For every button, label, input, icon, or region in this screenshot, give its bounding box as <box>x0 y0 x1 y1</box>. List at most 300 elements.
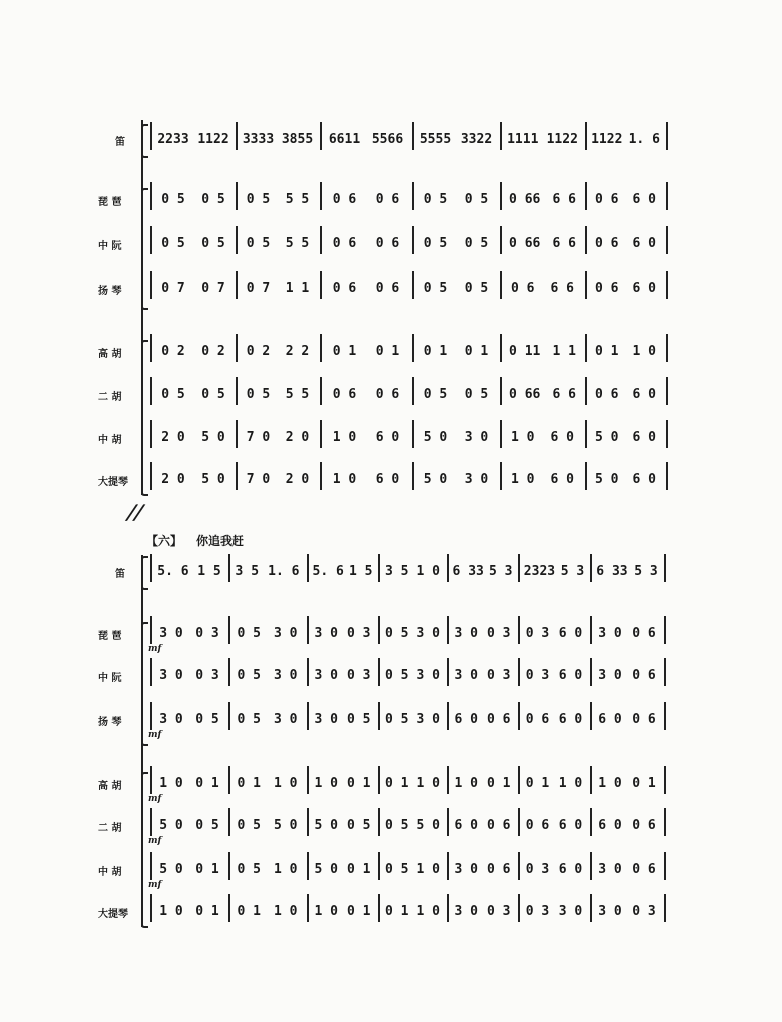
note-group: 0 3 <box>525 667 550 683</box>
staff-row <box>0 381 782 407</box>
bar-line <box>307 808 309 836</box>
bar-line <box>447 808 449 836</box>
measure <box>588 466 663 492</box>
measure <box>381 706 444 732</box>
tempo-marking: 你追我赶 <box>196 534 245 548</box>
note-group: 0 1 <box>195 775 219 791</box>
bar-line <box>150 554 152 582</box>
note-group: 0 5 <box>161 386 185 402</box>
bar-line <box>378 766 380 794</box>
bar-line <box>228 702 230 730</box>
instrument-label: 中 胡 <box>98 867 122 878</box>
measure <box>415 381 497 407</box>
instrument-label: 琵 琶 <box>98 197 122 208</box>
note-group: 5 0 <box>416 817 440 833</box>
measure <box>231 558 304 584</box>
note-group: 0 6 <box>525 711 550 727</box>
measure <box>239 230 317 256</box>
note-group: 0 6 <box>332 280 357 296</box>
measure <box>521 662 587 688</box>
note-group: 0 5 <box>423 280 448 296</box>
note-group: 1 0 <box>416 563 440 579</box>
measure <box>153 812 225 838</box>
note-group: 0 5 <box>347 711 371 727</box>
note-group: 0 66 <box>509 191 541 207</box>
measure <box>593 856 661 882</box>
note-group: 2 0 <box>285 429 310 445</box>
note-group: 6 0 <box>632 191 656 207</box>
note-group: 0 5 <box>385 711 409 727</box>
bar-line <box>590 808 592 836</box>
note-group: 0 11 <box>509 343 541 359</box>
measure <box>381 558 444 584</box>
bar-line <box>664 702 666 730</box>
bar-line <box>236 182 238 210</box>
note-group: 0 6 <box>375 386 400 402</box>
rehearsal-mark: 【六】 <box>146 534 183 548</box>
measure <box>153 466 233 492</box>
note-group: 0 2 <box>161 343 185 359</box>
bar-line <box>518 766 520 794</box>
note-group: 0 5 <box>161 191 185 207</box>
bar-line <box>320 334 322 362</box>
note-group: 0 5 <box>464 191 489 207</box>
staff-row <box>0 424 782 450</box>
measure <box>231 856 304 882</box>
note-group: 0 6 <box>487 861 511 877</box>
bar-line <box>664 852 666 880</box>
note-group: 0 5 <box>246 235 271 251</box>
bar-line <box>518 808 520 836</box>
measure <box>503 275 582 301</box>
bar-line <box>500 122 502 150</box>
note-group: 3 0 <box>464 471 489 487</box>
bar-line <box>666 462 668 490</box>
bar-line <box>500 334 502 362</box>
note-group: 6 33 <box>452 563 484 579</box>
staff-row <box>0 856 782 882</box>
measure <box>450 558 515 584</box>
note-group: 0 5 <box>347 817 371 833</box>
measure <box>153 706 225 732</box>
bar-line <box>307 616 309 644</box>
dynamic-marking: mf <box>148 644 162 654</box>
note-group: 2 0 <box>161 429 185 445</box>
bracket-plucked <box>141 622 148 746</box>
measure <box>153 856 225 882</box>
note-group: 1. 6 <box>628 131 660 147</box>
note-group: 0 5 <box>201 235 225 251</box>
note-group: 0 1 <box>525 775 550 791</box>
measure <box>521 706 587 732</box>
bar-line <box>378 658 380 686</box>
bar-line <box>447 554 449 582</box>
note-group: 5 0 <box>314 861 338 877</box>
bar-line <box>664 616 666 644</box>
note-group: 1 0 <box>598 775 622 791</box>
bar-line <box>228 554 230 582</box>
note-group: 3322 <box>460 131 493 147</box>
bar-line <box>228 616 230 644</box>
measure <box>153 620 225 646</box>
note-group: 3 0 <box>598 903 622 919</box>
note-group: 6 0 <box>375 429 400 445</box>
bar-line <box>666 334 668 362</box>
note-group: 6 0 <box>550 429 574 445</box>
bracket-plucked <box>141 188 148 310</box>
note-group: 0 1 <box>332 343 357 359</box>
note-group: 6 0 <box>598 817 622 833</box>
note-group: 0 1 <box>632 775 656 791</box>
measure <box>381 620 444 646</box>
note-group: 3 0 <box>598 625 622 641</box>
note-group: 0 1 <box>487 775 511 791</box>
note-group: 0 3 <box>347 625 371 641</box>
note-group: 5 0 <box>423 471 448 487</box>
note-group: 0 6 <box>632 711 656 727</box>
system-break-mark: // <box>123 500 147 524</box>
note-group: 0 3 <box>525 903 550 919</box>
bar-line <box>666 226 668 254</box>
note-group: 6 0 <box>632 235 656 251</box>
bar-line <box>236 377 238 405</box>
note-group: 5. 6 <box>157 563 189 579</box>
bar-line <box>236 334 238 362</box>
measure <box>153 338 233 364</box>
note-group: 0 3 <box>487 903 511 919</box>
note-group: 5 0 <box>595 429 619 445</box>
staff-row <box>0 275 782 301</box>
note-group: 0 6 <box>525 817 550 833</box>
note-group: 5 5 <box>285 191 310 207</box>
note-group: 0 6 <box>595 191 619 207</box>
measure <box>593 812 661 838</box>
note-group: 3 0 <box>159 625 183 641</box>
note-group: 3 0 <box>314 667 338 683</box>
note-group: 0 5 <box>246 386 271 402</box>
note-group: 6 0 <box>454 711 478 727</box>
note-group: 0 1 <box>195 861 219 877</box>
note-group: 6 33 <box>596 563 628 579</box>
bracket-flute <box>141 124 148 158</box>
note-group: 6 0 <box>632 386 656 402</box>
note-group: 6 0 <box>632 280 656 296</box>
bar-line <box>378 808 380 836</box>
bar-line <box>236 226 238 254</box>
measure <box>153 770 225 796</box>
note-group: 5 5 <box>285 235 310 251</box>
measure <box>381 662 444 688</box>
instrument-label: 高 胡 <box>98 781 122 792</box>
note-group: 6611 <box>328 131 361 147</box>
note-group: 6 0 <box>632 471 656 487</box>
note-group: 3 0 <box>598 861 622 877</box>
bar-line <box>666 271 668 299</box>
note-group: 5. 6 <box>312 563 344 579</box>
note-group: 0 5 <box>237 861 261 877</box>
measure <box>153 558 225 584</box>
bar-line <box>500 420 502 448</box>
instrument-label: 中 胡 <box>98 435 122 446</box>
measure <box>450 898 515 924</box>
bar-line <box>412 377 414 405</box>
note-group: 1 0 <box>159 903 183 919</box>
note-group: 5 3 <box>488 563 513 579</box>
measure <box>415 424 497 450</box>
measure <box>239 126 317 152</box>
measure <box>239 275 317 301</box>
note-group: 1 5 <box>197 563 221 579</box>
note-group: 1 1 <box>285 280 310 296</box>
note-group: 3 0 <box>314 625 338 641</box>
bar-line <box>150 702 152 730</box>
bar-line <box>307 658 309 686</box>
note-group: 5 0 <box>423 429 448 445</box>
note-group: 0 5 <box>195 711 219 727</box>
bar-line <box>447 658 449 686</box>
note-group: 0 5 <box>385 625 409 641</box>
bar-line <box>500 271 502 299</box>
note-group: 0 6 <box>375 191 400 207</box>
note-group: 6 6 <box>552 235 576 251</box>
bar-line <box>412 122 414 150</box>
note-group: 0 6 <box>595 235 619 251</box>
measure <box>381 812 444 838</box>
bar-line <box>320 226 322 254</box>
note-group: 6 0 <box>454 817 478 833</box>
bar-line <box>664 766 666 794</box>
measure <box>153 230 233 256</box>
note-group: 0 1 <box>595 343 619 359</box>
bar-line <box>378 894 380 922</box>
note-group: 0 5 <box>464 280 489 296</box>
measure <box>310 812 375 838</box>
measure <box>415 126 497 152</box>
bar-line <box>150 122 152 150</box>
note-group: 1 0 <box>314 903 338 919</box>
bar-line <box>236 462 238 490</box>
bar-line <box>590 554 592 582</box>
bar-line <box>666 122 668 150</box>
note-group: 5 3 <box>560 563 585 579</box>
measure <box>593 898 661 924</box>
bar-line <box>150 271 152 299</box>
bar-line <box>664 554 666 582</box>
bar-line <box>236 122 238 150</box>
bar-line <box>150 226 152 254</box>
measure <box>239 186 317 212</box>
note-group: 0 66 <box>509 235 541 251</box>
note-group: 0 1 <box>423 343 448 359</box>
bar-line <box>412 271 414 299</box>
note-group: 0 6 <box>332 386 357 402</box>
bar-line <box>590 852 592 880</box>
note-group: 0 1 <box>195 903 219 919</box>
measure <box>450 662 515 688</box>
bar-line <box>585 271 587 299</box>
note-group: 0 7 <box>246 280 271 296</box>
bar-line <box>307 852 309 880</box>
note-group: 7 0 <box>246 471 271 487</box>
measure <box>323 381 409 407</box>
bar-line <box>518 852 520 880</box>
dynamic-marking: mf <box>148 880 162 890</box>
note-group: 1 0 <box>332 429 357 445</box>
note-group: 3 0 <box>159 667 183 683</box>
note-group: 5 3 <box>634 563 658 579</box>
instrument-label: 琵 琶 <box>98 631 122 642</box>
measure <box>450 620 515 646</box>
measure <box>521 856 587 882</box>
note-group: 0 5 <box>237 817 261 833</box>
note-group: 5 0 <box>201 429 225 445</box>
measure <box>588 275 663 301</box>
note-group: 5555 <box>419 131 452 147</box>
bar-line <box>447 852 449 880</box>
instrument-label: 高 胡 <box>98 349 122 360</box>
bar-line <box>590 702 592 730</box>
note-group: 2323 <box>523 563 556 579</box>
note-group: 1 1 <box>552 343 576 359</box>
bar-line <box>150 894 152 922</box>
staff-row <box>0 466 782 492</box>
note-group: 0 1 <box>237 903 261 919</box>
note-group: 6 0 <box>558 667 583 683</box>
note-group: 0 1 <box>375 343 400 359</box>
bar-line <box>666 182 668 210</box>
note-group: 1. 6 <box>268 563 300 579</box>
bar-line <box>585 226 587 254</box>
bar-line <box>585 182 587 210</box>
measure <box>415 186 497 212</box>
measure <box>415 338 497 364</box>
bracket-flute <box>141 556 148 590</box>
note-group: 3 0 <box>454 903 478 919</box>
bar-line <box>228 766 230 794</box>
note-group: 3855 <box>281 131 314 147</box>
note-group: 0 3 <box>195 667 219 683</box>
measure <box>231 812 304 838</box>
bar-line <box>320 271 322 299</box>
note-group: 0 1 <box>347 861 371 877</box>
note-group: 6 6 <box>550 280 574 296</box>
measure <box>503 126 582 152</box>
note-group: 0 5 <box>385 861 409 877</box>
instrument-label: 笛 <box>115 569 130 580</box>
measure <box>521 620 587 646</box>
note-group: 0 6 <box>375 280 400 296</box>
bar-line <box>518 658 520 686</box>
bar-line <box>150 808 152 836</box>
note-group: 1 0 <box>274 775 298 791</box>
bar-line <box>590 766 592 794</box>
staff-row <box>0 230 782 256</box>
note-group: 0 6 <box>375 235 400 251</box>
note-group: 0 6 <box>332 235 357 251</box>
measure <box>415 275 497 301</box>
note-group: 0 1 <box>464 343 489 359</box>
measure <box>503 466 582 492</box>
bar-line <box>412 462 414 490</box>
note-group: 5 0 <box>201 471 225 487</box>
note-group: 0 5 <box>423 191 448 207</box>
measure <box>450 856 515 882</box>
measure <box>503 230 582 256</box>
measure <box>323 186 409 212</box>
note-group: 3 0 <box>416 625 440 641</box>
note-group: 1122 <box>197 131 229 147</box>
instrument-label: 笛 <box>115 137 130 148</box>
bar-line <box>590 658 592 686</box>
measure <box>231 770 304 796</box>
measure <box>323 275 409 301</box>
bar-line <box>150 377 152 405</box>
measure <box>381 898 444 924</box>
measure <box>231 706 304 732</box>
bar-line <box>150 334 152 362</box>
bar-line <box>228 894 230 922</box>
measure <box>450 770 515 796</box>
note-group: 5 5 <box>285 386 310 402</box>
measure <box>593 706 661 732</box>
note-group: 6 0 <box>558 817 583 833</box>
note-group: 0 3 <box>525 625 550 641</box>
measure <box>415 466 497 492</box>
note-group: 1 0 <box>416 903 440 919</box>
bar-line <box>150 616 152 644</box>
measure <box>503 186 582 212</box>
measure <box>503 381 582 407</box>
measure <box>239 424 317 450</box>
note-group: 1 0 <box>511 429 535 445</box>
measure <box>450 706 515 732</box>
note-group: 0 6 <box>487 817 511 833</box>
note-group: 3 0 <box>159 711 183 727</box>
measure <box>521 770 587 796</box>
bar-line <box>412 334 414 362</box>
bar-line <box>320 122 322 150</box>
bar-line <box>590 894 592 922</box>
note-group: 0 5 <box>246 191 271 207</box>
note-group: 1 0 <box>274 861 298 877</box>
bar-line <box>378 616 380 644</box>
note-group: 0 3 <box>525 861 550 877</box>
bar-line <box>518 702 520 730</box>
note-group: 5 0 <box>314 817 338 833</box>
note-group: 6 0 <box>598 711 622 727</box>
bar-line <box>236 271 238 299</box>
note-group: 1111 <box>507 131 539 147</box>
note-group: 0 3 <box>487 625 511 641</box>
bar-line <box>150 182 152 210</box>
measure <box>310 662 375 688</box>
note-group: 0 2 <box>246 343 271 359</box>
note-group: 0 5 <box>423 386 448 402</box>
measure <box>310 898 375 924</box>
staff-row <box>0 770 782 796</box>
staff-row <box>0 812 782 838</box>
bar-line <box>518 616 520 644</box>
note-group: 0 6 <box>511 280 535 296</box>
measure <box>503 338 582 364</box>
note-group: 2 0 <box>161 471 185 487</box>
note-group: 1122 <box>546 131 578 147</box>
note-group: 0 6 <box>632 667 656 683</box>
bar-line <box>664 808 666 836</box>
note-group: 0 5 <box>464 386 489 402</box>
staff-row <box>0 186 782 212</box>
instrument-label: 中 阮 <box>98 241 122 252</box>
